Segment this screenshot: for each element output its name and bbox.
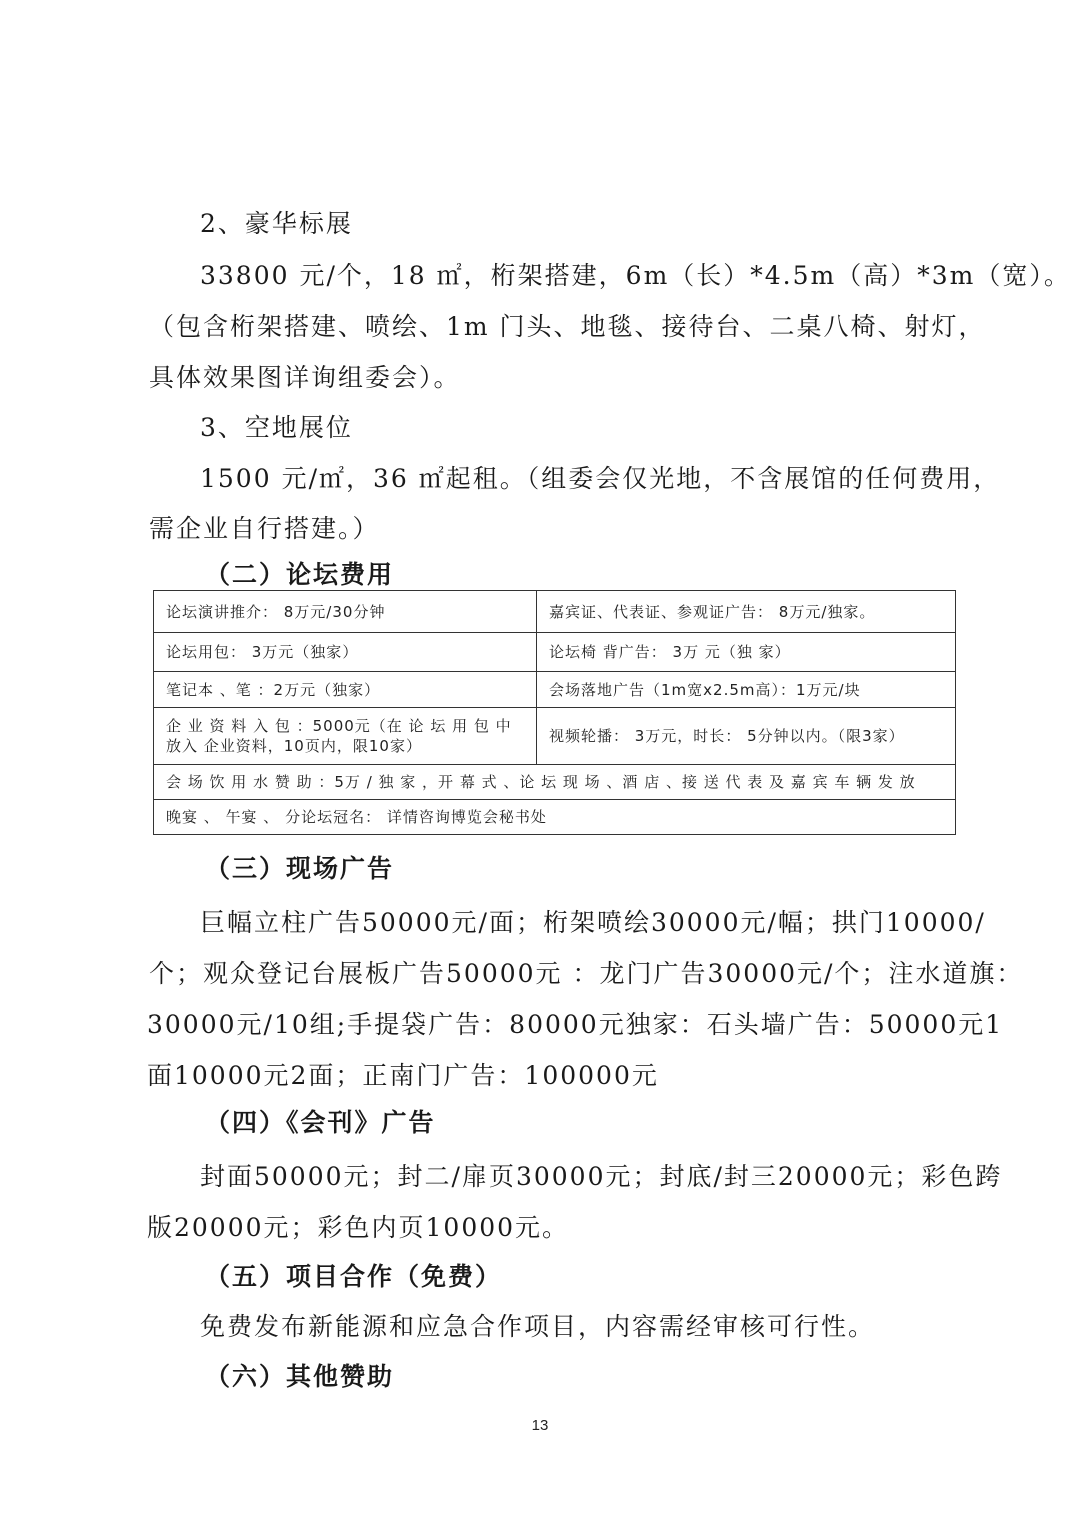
journal-ads-line: 版20000元；彩色内页10000元。 xyxy=(147,1213,570,1242)
table-cell: 视频轮播： 3万元，时长： 5分钟以内。（限3家） xyxy=(537,708,956,765)
section-title-raw-space: 3、空地展位 xyxy=(200,413,353,442)
table-row xyxy=(154,800,956,835)
raw-space-price-line: 1500 元/㎡，36 ㎡起租。（组委会仅光地，不含展馆的任何费用， xyxy=(200,464,1001,493)
table-cell: 会场落地广告（1m宽x2.5m高）：1万元/块 xyxy=(537,672,956,708)
table-cell: 论坛椅 背广告： 3万 元（独 家） xyxy=(537,633,956,672)
project-cooperation-line: 免费发布新能源和应急合作项目，内容需经审核可行性。 xyxy=(200,1312,876,1341)
table-row xyxy=(154,672,956,708)
heading-journal-ads: （四）《会刊》广告 xyxy=(205,1108,436,1137)
table-cell xyxy=(154,708,537,765)
table-cell: 晚宴 、 午宴 、 分论坛冠名： 详情咨询博览会秘书处 xyxy=(154,800,956,835)
page-number: 13 xyxy=(531,1417,549,1434)
section-title-deluxe-booth: 2、豪华标展 xyxy=(200,209,353,238)
table-cell: 论坛演讲推介： 8万元/30分钟 xyxy=(154,591,537,633)
journal-ads-line: 封面50000元；封二/扉页30000元；封底/封三20000元；彩色跨 xyxy=(200,1162,1003,1191)
heading-forum-fees: （二）论坛费用 xyxy=(205,560,395,589)
onsite-ads-line: 面10000元2面；正南门广告：100000元 xyxy=(147,1061,659,1090)
onsite-ads-line: 30000元/10组;手提袋广告：80000元独家：石头墙广告：50000元1 xyxy=(147,1010,1004,1039)
deluxe-booth-includes-line-2: 具体效果图详询组委会）。 xyxy=(149,363,461,392)
heading-project-cooperation: （五）项目合作（免费） xyxy=(205,1262,503,1291)
table-row xyxy=(154,708,956,765)
forum-fees-table xyxy=(153,590,956,835)
deluxe-booth-includes-line: （包含桁架搭建、喷绘、1m 门头、地毯、接待台、二桌八椅、射灯， xyxy=(149,312,986,341)
table-cell: 论坛用包： 3万元（独家） xyxy=(154,633,537,672)
onsite-ads-line: 个；观众登记台展板广告50000元 ：龙门广告30000元/个；注水道旗： xyxy=(149,959,1024,988)
cell-line: 放入 企业资料，10页内，限10家） xyxy=(166,737,422,755)
table-row xyxy=(154,633,956,672)
onsite-ads-line: 巨幅立柱广告50000元/面；桁架喷绘30000元/幅；拱门10000/ xyxy=(200,908,986,937)
table-row xyxy=(154,765,956,800)
deluxe-booth-price-line: 33800 元/个，18 ㎡，桁架搭建，6m（长）*4.5m（高）*3m（宽）。 xyxy=(200,261,1071,290)
heading-onsite-ads: （三）现场广告 xyxy=(205,854,395,883)
table-cell: 会 场 饮 用 水 赞 助 ：5万 / 独 家 ，开 幕 式 、论 坛 现 场 、酒 店 、接 送 代 表 及 嘉 宾 车 辆 发 放 xyxy=(154,765,956,800)
table-row xyxy=(154,591,956,633)
raw-space-note-line: 需企业自行搭建。） xyxy=(149,514,380,543)
table-cell: 嘉宾证、代表证、参观证广告： 8万元/独家。 xyxy=(537,591,956,633)
heading-other-sponsorship: （六）其他赞助 xyxy=(205,1362,395,1391)
table-cell: 笔记本 、笔 ：2万元（独家） xyxy=(154,672,537,708)
cell-line: 企 业 资 料 入 包 ：5000元（在 论 坛 用 包 中 xyxy=(166,717,512,735)
